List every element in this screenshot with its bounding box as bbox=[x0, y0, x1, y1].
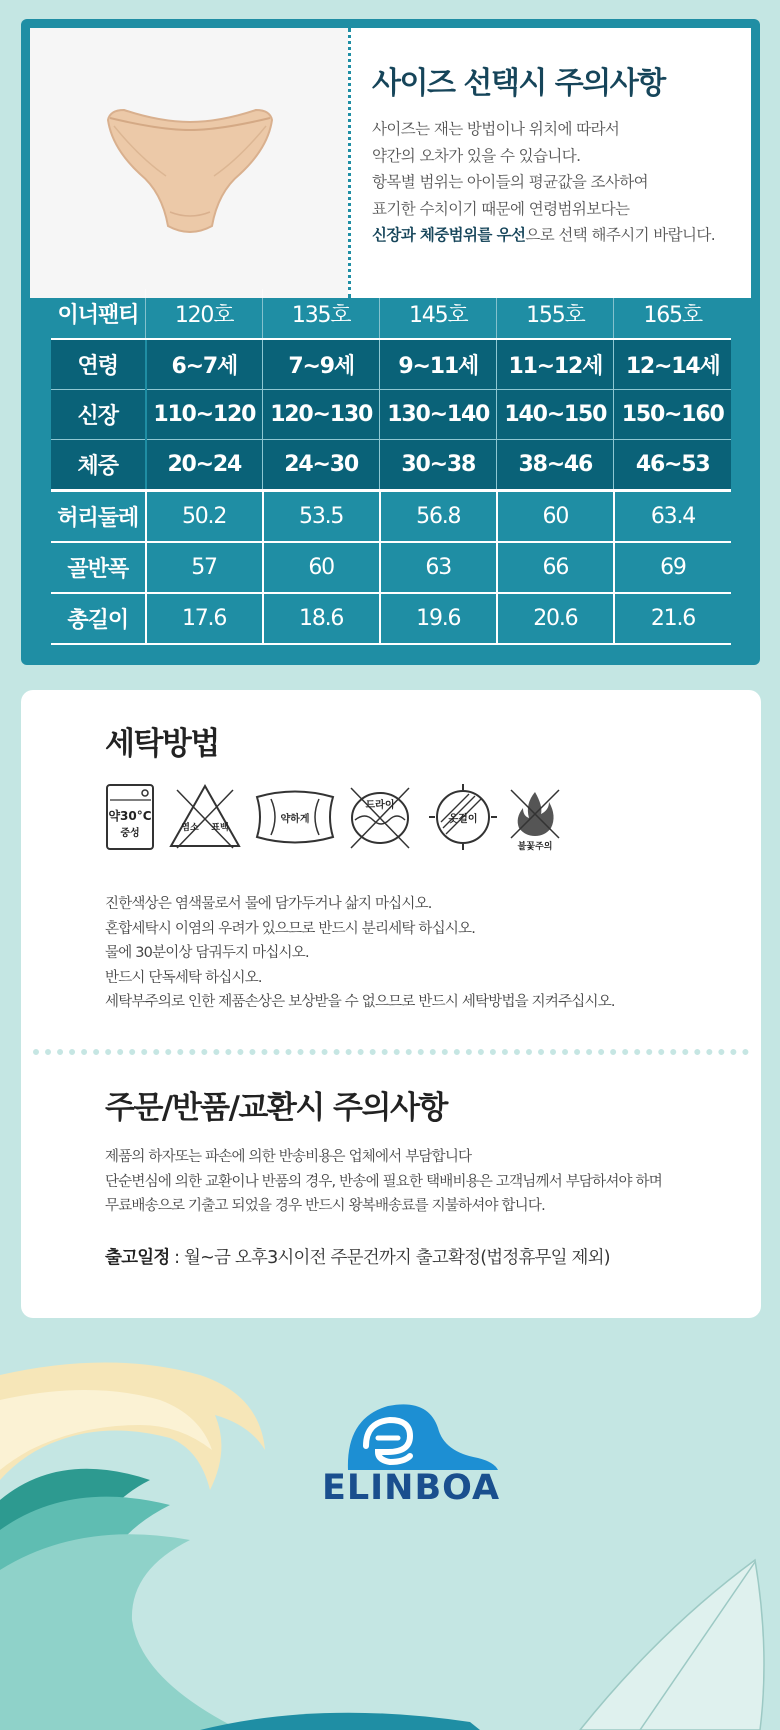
brand-logo-icon bbox=[318, 1398, 503, 1478]
table-header-label: 이너팬티 bbox=[51, 289, 146, 339]
row-label: 허리둘레 bbox=[51, 491, 146, 543]
product-photo bbox=[30, 28, 348, 298]
order-line: 단순변심에 의한 교환이나 반품의 경우, 반송에 필요한 택배비용은 고객님께서 부담하셔야 하며 bbox=[105, 1173, 662, 1190]
no-chlorine-bleach-icon bbox=[167, 782, 243, 852]
order-line: 무료배송으로 기출고 되었을 경우 반드시 왕복배송료를 지불하셔야 합니다. bbox=[105, 1198, 545, 1214]
instruction-line: 진한색상은 염색물로서 물에 담가두거나 삶지 마십시오. bbox=[105, 896, 432, 912]
iron-low-icon bbox=[253, 782, 337, 852]
table-cell: 66 bbox=[497, 542, 614, 593]
instruction-line: 반드시 단독세탁 하십시오. bbox=[105, 969, 262, 986]
table-cell: 17.6 bbox=[146, 593, 263, 644]
brand-name: ELINBOA bbox=[321, 1468, 501, 1508]
instruction-line: 세탁부주의로 인한 제품손상은 보상받을 수 없으므로 반드시 세탁방법을 지켜주십시오. bbox=[105, 994, 615, 1010]
table-row-weight bbox=[51, 440, 731, 491]
table-cell: 6~7세 bbox=[146, 339, 263, 390]
bleach-left-label: 염소 bbox=[181, 823, 199, 833]
size-header-cell: 120호 bbox=[146, 289, 263, 339]
wash-detergent-label: 중성 bbox=[120, 828, 140, 839]
hang-dry-icon bbox=[427, 782, 499, 852]
size-header-cell: 135호 bbox=[263, 289, 380, 339]
row-label: 신장 bbox=[51, 390, 146, 440]
notice-line: 항목별 범위는 아이들의 평균값을 조사하여 bbox=[372, 173, 649, 191]
dry-clean-label: 드라이 bbox=[365, 800, 395, 811]
table-cell: 57 bbox=[146, 542, 263, 593]
order-title: 주문/반품/교환시 주의사항 bbox=[105, 1090, 447, 1126]
size-header-row bbox=[51, 289, 731, 339]
table-cell: 24~30 bbox=[263, 440, 380, 491]
notice-bold-text: 신장과 체중범위를 우선 bbox=[372, 226, 526, 244]
notice-line-emphasis bbox=[372, 222, 742, 249]
table-row-hip bbox=[51, 542, 731, 593]
table-cell: 150~160 bbox=[614, 390, 731, 440]
table-row-length bbox=[51, 593, 731, 644]
table-row-age bbox=[51, 339, 731, 390]
table-row-height bbox=[51, 390, 731, 440]
shipping-text: : 월~금 오후3시이전 주문건까지 출고확정(법정휴무일 제외) bbox=[169, 1248, 610, 1268]
table-cell: 130~140 bbox=[380, 390, 497, 440]
table-cell: 69 bbox=[614, 542, 731, 593]
washing-title: 세탁방법 bbox=[105, 726, 219, 762]
table-cell: 46~53 bbox=[614, 440, 731, 491]
no-dry-clean-icon bbox=[347, 782, 413, 852]
size-header-cell: 145호 bbox=[380, 289, 497, 339]
shipping-schedule bbox=[105, 1244, 610, 1269]
size-notice-panel bbox=[30, 28, 751, 298]
table-cell: 20~24 bbox=[146, 440, 263, 491]
wash-30-neutral-icon bbox=[105, 782, 157, 852]
size-notice-title: 사이즈 선택시 주의사항 bbox=[372, 66, 665, 101]
table-cell: 50.2 bbox=[146, 491, 263, 543]
table-cell: 9~11세 bbox=[380, 339, 497, 390]
table-cell: 60 bbox=[263, 542, 380, 593]
row-label: 총길이 bbox=[51, 593, 146, 644]
size-guide-card bbox=[21, 19, 760, 665]
table-cell: 11~12세 bbox=[497, 339, 614, 390]
order-line: 제품의 하자또는 파손에 의한 반송비용은 업체에서 부담합니다 bbox=[105, 1149, 472, 1165]
table-row-waist bbox=[51, 491, 731, 543]
keep-from-fire-icon bbox=[507, 782, 563, 852]
row-label: 연령 bbox=[51, 339, 146, 390]
wave-illustration bbox=[0, 1330, 780, 1730]
instruction-line: 혼합세탁시 이염의 우려가 있으므로 반드시 분리세탁 하십시오. bbox=[105, 920, 476, 937]
notice-line: 약간의 오차가 있을 수 있습니다. bbox=[372, 146, 581, 165]
instruction-line: 물에 30분이상 담궈두지 마십시오. bbox=[105, 945, 309, 961]
row-label: 골반폭 bbox=[51, 542, 146, 593]
row-label: 체중 bbox=[51, 440, 146, 491]
table-cell: 120~130 bbox=[263, 390, 380, 440]
fire-label: 불꽃주의 bbox=[517, 842, 553, 852]
table-cell: 19.6 bbox=[380, 593, 497, 644]
table-cell: 140~150 bbox=[497, 390, 614, 440]
notice-line: 표기한 수치이기 때문에 연령범위보다는 bbox=[372, 199, 630, 218]
table-cell: 63.4 bbox=[614, 491, 731, 543]
table-cell: 12~14세 bbox=[614, 339, 731, 390]
notice-line: 사이즈는 재는 방법이나 위치에 따라서 bbox=[372, 120, 620, 138]
size-notice-text bbox=[372, 116, 742, 249]
table-cell: 20.6 bbox=[497, 593, 614, 644]
table-cell: 56.8 bbox=[380, 491, 497, 543]
dotted-divider bbox=[348, 28, 351, 298]
table-cell: 63 bbox=[380, 542, 497, 593]
shipping-label: 출고일정 bbox=[105, 1248, 170, 1268]
section-divider bbox=[33, 1049, 749, 1055]
table-cell: 21.6 bbox=[614, 593, 731, 644]
size-table bbox=[51, 289, 731, 645]
table-cell: 30~38 bbox=[380, 440, 497, 491]
order-notice-text bbox=[105, 1145, 662, 1219]
wash-temp-label: 약30°C bbox=[108, 809, 152, 823]
bleach-right-label: 표백 bbox=[211, 823, 229, 833]
dry-label: 옷걸이 bbox=[448, 814, 478, 825]
table-cell: 60 bbox=[497, 491, 614, 543]
table-cell: 7~9세 bbox=[263, 339, 380, 390]
care-and-order-card bbox=[21, 690, 761, 1318]
inner-brief-image bbox=[100, 88, 280, 238]
size-header-cell: 165호 bbox=[614, 289, 731, 339]
iron-label: 약하게 bbox=[280, 814, 310, 825]
washing-instructions bbox=[105, 892, 615, 1015]
table-cell: 53.5 bbox=[263, 491, 380, 543]
table-cell: 18.6 bbox=[263, 593, 380, 644]
size-header-cell: 155호 bbox=[497, 289, 614, 339]
notice-rest-text: 으로 선택 해주시기 바랍니다. bbox=[525, 226, 716, 244]
care-icons bbox=[105, 782, 625, 852]
table-cell: 38~46 bbox=[497, 440, 614, 491]
table-cell: 110~120 bbox=[146, 390, 263, 440]
